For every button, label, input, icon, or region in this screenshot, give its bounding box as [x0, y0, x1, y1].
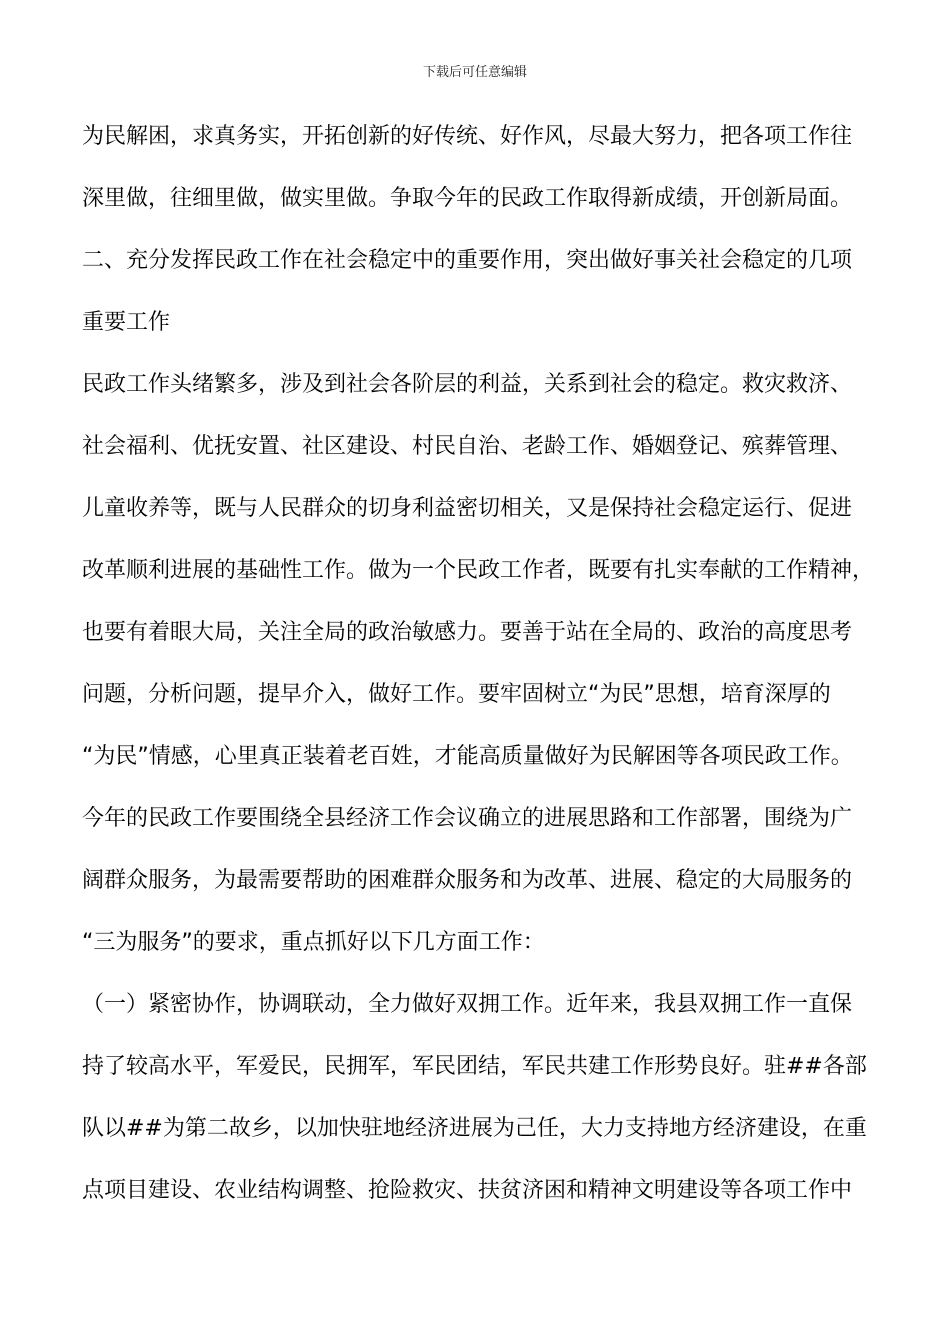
text-line: 持了较高水平，军爱民，民拥军，军民团结，军民共建工作形势良好。驻##各部 — [82, 1054, 867, 1079]
text-line: 社会福利、优抚安置、社区建设、村民自治、老龄工作、婚姻登记、殡葬管理、 — [82, 434, 853, 459]
text-line: 问题，分析问题，提早介入，做好工作。要牢固树立“为民”思想，培育深厚的 — [82, 682, 831, 707]
text-line: 儿童收养等，既与人民群众的切身利益密切相关，又是保持社会稳定运行、促进 — [82, 496, 853, 521]
text-line: 改革顺利进展的基础性工作。做为一个民政工作者，既要有扎实奉献的工作精神， — [82, 558, 875, 583]
text-line: 民政工作头绪繁多，涉及到社会各阶层的利益，关系到社会的稳定。救灾救济、 — [82, 372, 853, 397]
document-body — [82, 106, 882, 1222]
text-line: 阔群众服务，为最需要帮助的困难群众服务和为改革、进展、稳定的大局服务的 — [82, 868, 853, 893]
text-line: 点项目建设、农业结构调整、抢险救灾、扶贫济困和精神文明建设等各项工作中 — [82, 1178, 853, 1203]
text-line: 今年的民政工作要围绕全县经济工作会议确立的进展思路和工作部署，围绕为广 — [82, 806, 853, 831]
text-line: 也要有着眼大局，关注全局的政治敏感力。要善于站在全局的、政治的高度思考 — [82, 620, 853, 645]
text-line: “三为服务”的要求，重点抓好以下几方面工作： — [82, 930, 545, 955]
section-heading-line: 二、充分发挥民政工作在社会稳定中的重要作用，突出做好事关社会稳定的几项 — [82, 248, 853, 273]
section-heading-line: 重要工作 — [82, 310, 171, 335]
page-header: 下载后可任意编辑 — [422, 65, 527, 80]
text-line: “为民”情感，心里真正装着老百姓，才能高质量做好为民解困等各项民政工作。 — [82, 744, 853, 769]
text-line: 深里做，往细里做，做实里做。争取今年的民政工作取得新成绩，开创新局面。 — [82, 186, 853, 211]
text-line: 队以##为第二故乡，以加快驻地经济进展为己任，大力支持地方经济建设，在重 — [82, 1116, 867, 1141]
text-line: （一）紧密协作，协调联动，全力做好双拥工作。近年来，我县双拥工作一直保 — [82, 992, 853, 1017]
text-line: 为民解困，求真务实，开拓创新的好传统、好作风，尽最大努力，把各项工作往 — [82, 124, 853, 149]
